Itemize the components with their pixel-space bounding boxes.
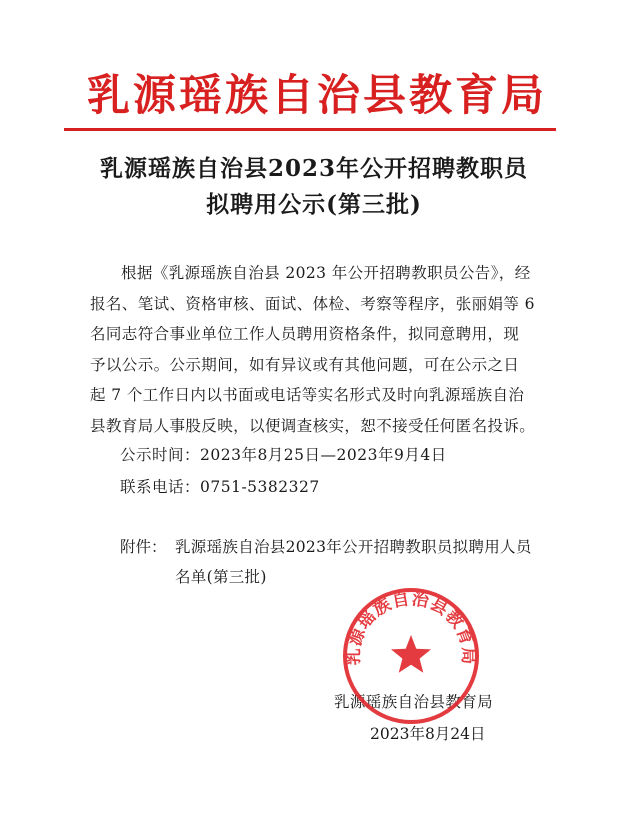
header-divider xyxy=(64,128,556,131)
seal-star-icon xyxy=(391,635,431,673)
body-line: 起 7 个工作日内以书面或电话等实名形式及时向乳源瑶族自治 xyxy=(90,386,525,405)
body-line: 根据《乳源瑶族自治县 2023 年公开招聘教职员公告》，经 xyxy=(121,264,531,282)
contact-phone: 联系电话：0751-5382327 xyxy=(120,478,320,496)
body-line: 名同志符合事业单位工作人员聘用资格条件，拟同意聘用，现 xyxy=(90,325,520,344)
body-line: 县教育局人事股反映，以便调查核实，恕不接受任何匿名投诉。 xyxy=(90,416,536,435)
attachment-label: 附件： xyxy=(120,538,167,556)
body-line: 予以公示。公示期间，如有异议或有其他问题，可在公示之日 xyxy=(90,355,520,374)
body-line: 报名、笔试、资格审核、面试、体检、考察等程序，张丽娟等 6 xyxy=(90,294,535,313)
signature-date: 2023年8月24日 xyxy=(370,725,486,743)
seal-text: 乳源瑶族自治县教育局 xyxy=(343,589,479,666)
signature-organization: 乳源瑶族自治县教育局 xyxy=(334,693,494,711)
official-seal-stamp xyxy=(340,585,482,727)
attachment-title-line-1: 乳源瑶族自治县2023年公开招聘教职员拟聘用人员 xyxy=(175,538,532,556)
notice-period: 公示时间：2023年8月25日—2023年9月4日 xyxy=(120,446,447,464)
attachment-title-line-2: 名单(第三批) xyxy=(175,568,267,586)
org-header-title: 乳源瑶族自治县教育局 xyxy=(87,71,547,121)
body-paragraph xyxy=(90,258,550,442)
document-title-line-1: 乳源瑶族自治县2023年公开招聘教职员 xyxy=(99,155,528,182)
document-title-line-2: 拟聘用公示(第三批) xyxy=(206,191,422,218)
